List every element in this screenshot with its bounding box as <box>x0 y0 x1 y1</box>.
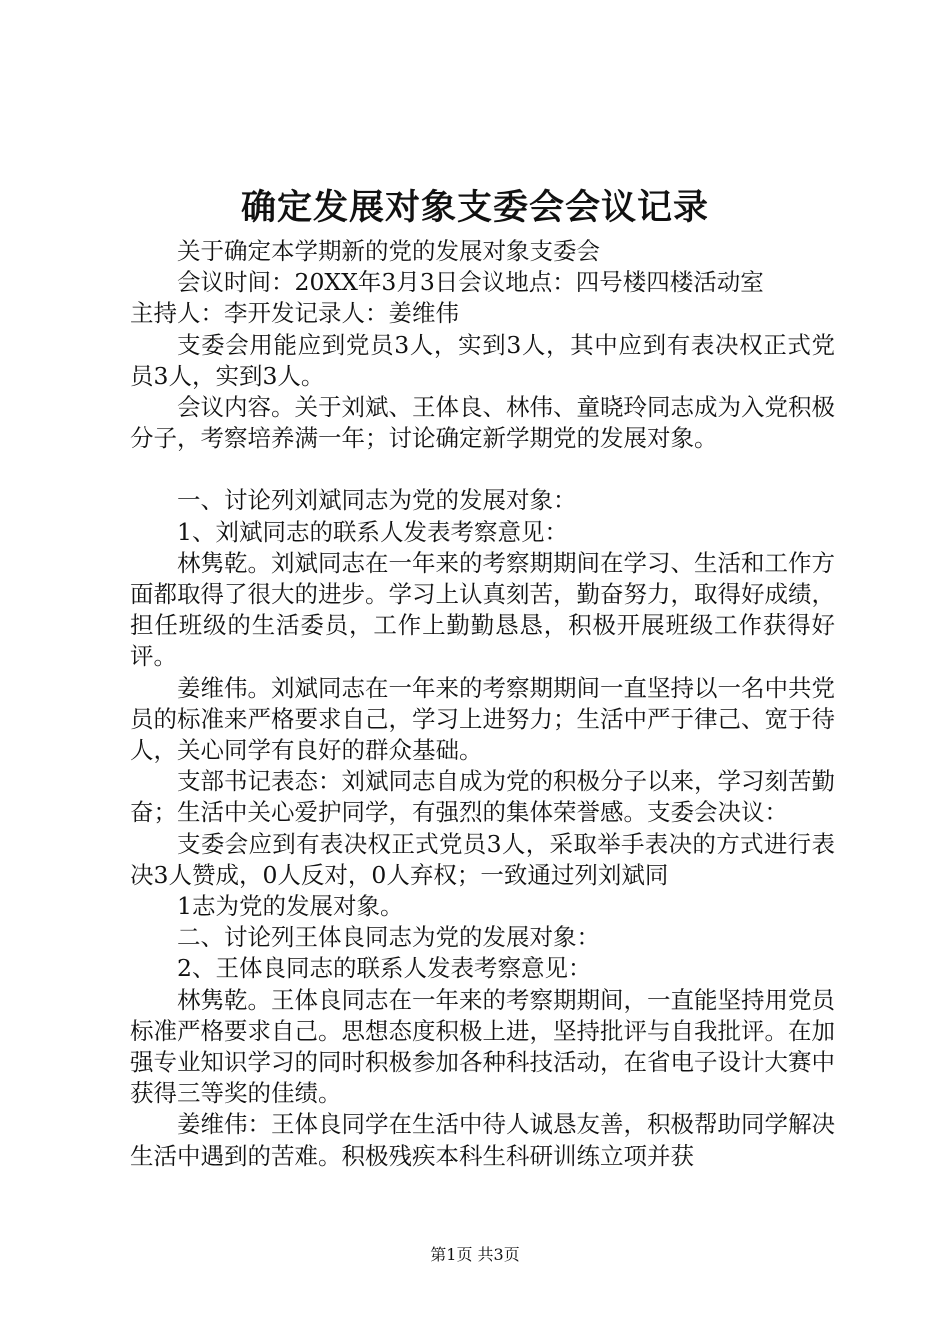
paragraph-opinion-1a: 林隽乾。刘斌同志在一年来的考察期期间在学习、生活和工作方面都取得了很大的进步。学习上认真刻苦，勤奋努力，取得好成绩，担任班级的生活委员，工作上勤勤恳恳，积极开展班级工作获得好评。 <box>130 548 835 671</box>
paragraph-meeting-subject: 关于确定本学期新的党的发展对象支委会 <box>177 237 600 265</box>
paragraph-resolution-1-cont: 1志为党的发展对象。 <box>177 892 404 921</box>
paragraph-opinion-2b: 姜维伟：王体良同学在生活中待人诚恳友善，积极帮助同学解决生活中遇到的苦难。积极残疾本科生科研训练立项并获 <box>130 1110 835 1170</box>
page-number-footer: 第1页 共3页 <box>430 1245 520 1264</box>
paragraph-attendance: 支委会用能应到党员3人，实到3人，其中应到有表决权正式党员3人，实到3人。 <box>130 330 835 390</box>
section-heading-1: 一、讨论列刘斌同志为党的发展对象： <box>177 486 577 515</box>
paragraph-opinion-1b: 姜维伟。刘斌同志在一年来的考察期期间一直坚持以一名中共党员的标准来严格要求自己，学习上进努力；生活中严于律己、宽于待人，关心同学有良好的群众基础。 <box>130 673 835 765</box>
subheading-1: 1、刘斌同志的联系人发表考察意见： <box>177 517 568 546</box>
document-title: 确定发展对象支委会会议记录 <box>240 187 709 228</box>
paragraph-meeting-time-place: 会议时间：20XX年3月3日会议地点：四号楼四楼活动室 <box>177 268 764 297</box>
paragraph-host-recorder: 主持人：李开发记录人：姜维伟 <box>130 299 459 328</box>
section-heading-2: 二、讨论列王体良同志为党的发展对象： <box>177 923 600 952</box>
paragraph-opinion-2a: 林隽乾。王体良同志在一年来的考察期期间，一直能坚持用党员标准严格要求自己。思想态度积极上进，坚持批评与自我批评。在加强专业知识学习的同时积极参加各种科技活动，在省电子设计大赛中获得三等奖的佳绩。 <box>130 985 835 1108</box>
paragraph-secretary-statement: 支部书记表态：刘斌同志自成为党的积极分子以来，学习刻苦勤奋；生活中关心爱护同学，有强烈的集体荣誉感。支委会决议： <box>130 767 835 827</box>
paragraph-meeting-content: 会议内容。关于刘斌、王体良、林伟、童晓玲同志成为入党积极分子，考察培养满一年；讨论确定新学期党的发展对象。 <box>130 393 835 453</box>
subheading-2: 2、王体良同志的联系人发表考察意见： <box>177 954 592 983</box>
paragraph-resolution-1: 支委会应到有表决权正式党员3人，采取举手表决的方式进行表决3人赞成，0人反对，0人弃权；一致通过列刘斌同 <box>130 829 835 889</box>
document-body <box>130 236 835 1172</box>
